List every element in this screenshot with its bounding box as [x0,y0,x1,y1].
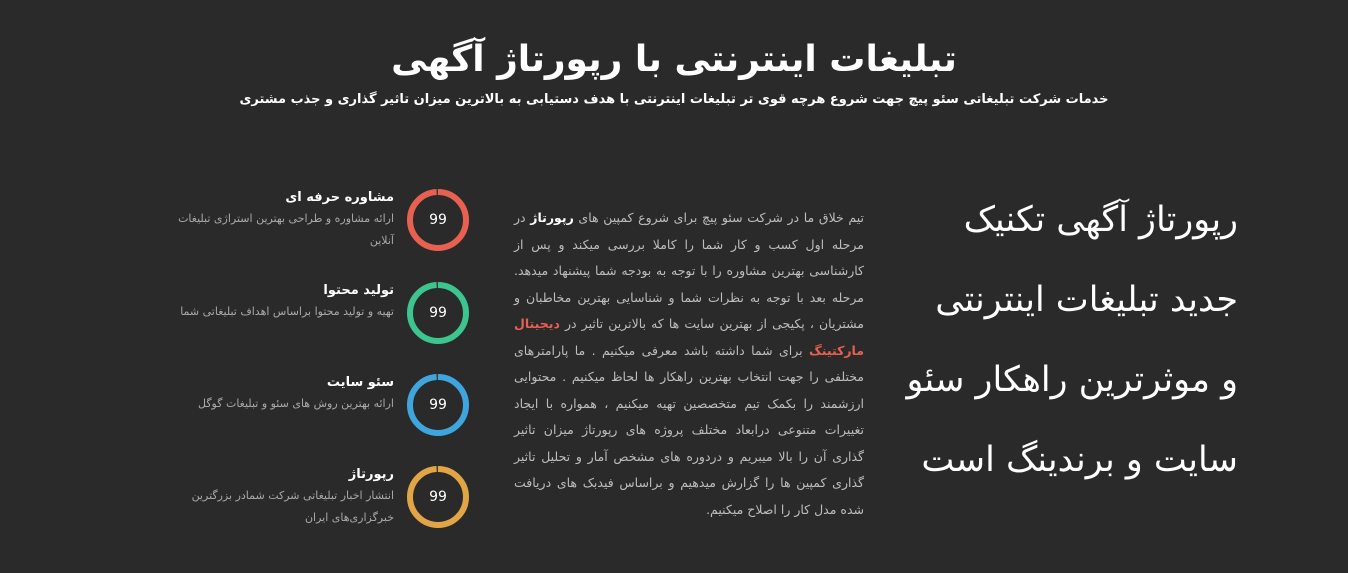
progress-ring [406,281,470,345]
service-desc: ارائه مشاوره و طراحی بهترین استراژی تبلیغات آنلاین [178,212,394,247]
progress-value: 99 [429,397,447,413]
service-title: مشاوره حرفه ای [285,190,394,205]
service-seo [140,373,470,439]
description-paragraph [514,205,864,523]
paragraph-text: برای شما داشته باشد معرفی میکنیم . ما پارامترهای مختلفی را جهت انتخاب بهترین راهکار ها لحاظ میکنیم . محتوایی ارزشمند را بکمک تیم متخصصین تهیه میکنیم ، همواره با ایجاد تغییرات متنوعی درابعاد مختلف پروژه های رپورتاژ میزان تاثیر گذاری آن را بالا میبریم و دردوره های مشخص آمار و تحلیل تاثیر گذاری کمپین ها را گزارش میدهیم و براساس فیدبک های دریافت شده مدل کار را اصلاح میکنیم. [514,342,864,517]
service-title: سئو سایت [326,375,394,390]
service-title: رپورتاژ [348,467,394,482]
service-desc: انتشار اخبار تبلیغاتی شرکت شمادر بزرگترین خبرگزاری‌های ایران [191,489,394,524]
paragraph-text: در مرحله اول کسب و کار شما را کاملا بررسی میکند و پس از کارشناسی بهترین مشاوره را با توجه به بودجه شما پیشنهاد میدهد. مرحله بعد با توجه به نظرات شما و شناسایی بهترین مخاطبان و مشتریان ، پکیجی از بهترین سایت ها که بالاترین تاثیر در [514,210,864,331]
progress-value: 99 [429,489,447,505]
reportage-keyword: رپورتاژ [530,210,574,225]
headline-line: و موثرترین راهکار سئو [906,360,1238,400]
service-title: تولید محتوا [323,283,394,298]
service-consulting [140,188,470,254]
headline-line: سایت و برندینگ است [921,440,1238,480]
service-desc: ارائه بهترین روش های سئو و تبلیغات گوگل [197,397,394,410]
digital-marketing-link[interactable]: دیجیتال مارکتینگ [514,316,864,358]
service-desc: تهیه و تولید محتوا براساس اهداف تبلیغاتی شما [180,305,394,318]
headline-line: جدید تبلیغات اینترنتی [935,280,1238,320]
progress-ring [406,373,470,437]
paragraph-text: تیم خلاق ما در شرکت سئو پیچ برای شروع کمپین های [573,210,865,225]
service-reportage [140,465,470,531]
progress-ring [406,465,470,529]
progress-ring [406,188,470,252]
page-title: تبلیغات اینترنتی با رپورتاژ آگهی [391,39,957,80]
big-headline [888,180,1238,500]
page-subtitle: خدمات شرکت تبلیغاتی سئو پیچ جهت شروع هرچه قوی تر تبلیغات اینترنتی با هدف دستیابی به بالاترین میزان تاثیر گذاری و جذب مشتری [239,92,1109,107]
progress-value: 99 [429,305,447,321]
service-content [140,281,470,347]
progress-value: 99 [429,212,447,228]
headline-line: رپورتاژ آگهی تکنیک [963,200,1238,240]
